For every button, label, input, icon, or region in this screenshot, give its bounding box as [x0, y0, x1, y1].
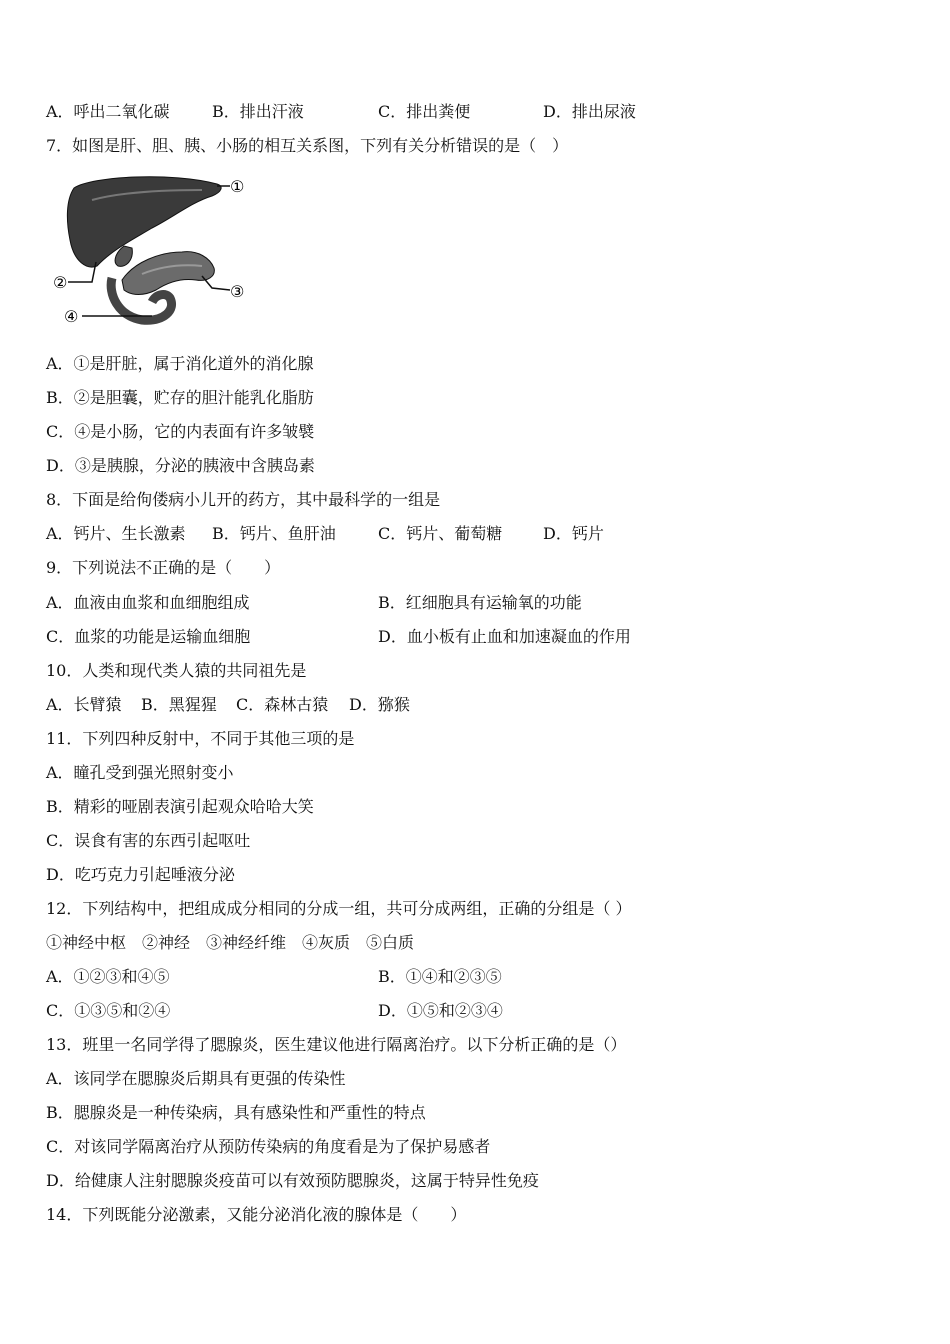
digestive-organs-figure — [52, 170, 252, 330]
q12-items: ①神经中枢 ②神经 ③神经纤维 ④灰质 ⑤白质 — [46, 933, 415, 952]
q13-option-b: B．腮腺炎是一种传染病，具有感染性和严重性的特点 — [46, 1103, 426, 1122]
q12-option-c: C．①③⑤和②④ — [46, 1001, 171, 1020]
q11-option-a: A．瞳孔受到强光照射变小 — [46, 763, 234, 782]
q11-option-d: D．吃巧克力引起唾液分泌 — [46, 865, 235, 884]
q13-option-c: C．对该同学隔离治疗从预防传染病的角度看是为了保护易感者 — [46, 1137, 491, 1156]
q7-stem: 7．如图是肝、胆、胰、小肠的相互关系图，下列有关分析错误的是（ ） — [46, 136, 569, 155]
q9-stem: 9．下列说法不正确的是（ ） — [46, 558, 281, 577]
q9-option-a: A．血液由血浆和血细胞组成 — [46, 593, 250, 612]
q11-option-b: B．精彩的哑剧表演引起观众哈哈大笑 — [46, 797, 314, 816]
q8-option-c: C．钙片、葡萄糖 — [378, 524, 503, 543]
q6-option-b: B．排出汗液 — [212, 102, 304, 121]
q8-option-b: B．钙片、鱼肝油 — [212, 524, 336, 543]
q10-option-b: B．黑猩猩 — [141, 695, 217, 714]
q8-stem: 8．下面是给佝偻病小儿开的药方，其中最科学的一组是 — [46, 490, 441, 509]
figure-label-4: ④ — [64, 307, 79, 326]
q7-option-a: A．①是肝脏，属于消化道外的消化腺 — [46, 354, 314, 373]
q10-option-d: D．猕猴 — [349, 695, 410, 714]
figure-label-3: ③ — [230, 282, 245, 301]
q13-option-d: D．给健康人注射腮腺炎疫苗可以有效预防腮腺炎，这属于特异性免疫 — [46, 1171, 539, 1190]
q13-option-a: A．该同学在腮腺炎后期具有更强的传染性 — [46, 1069, 346, 1088]
q11-stem: 11．下列四种反射中，不同于其他三项的是 — [46, 729, 355, 748]
q8-option-a: A．钙片、生长激素 — [46, 524, 186, 543]
q12-option-b: B．①④和②③⑤ — [378, 967, 502, 986]
q12-option-d: D．①⑤和②③④ — [378, 1001, 503, 1020]
q7-option-c: C．④是小肠，它的内表面有许多皱襞 — [46, 422, 315, 441]
q10-option-c: C．森林古猿 — [236, 695, 329, 714]
q9-option-d: D．血小板有止血和加速凝血的作用 — [378, 627, 631, 646]
q13-stem: 13．班里一名同学得了腮腺炎，医生建议他进行隔离治疗。以下分析正确的是（） — [46, 1035, 627, 1054]
q11-option-c: C．误食有害的东西引起呕吐 — [46, 831, 251, 850]
liver-pancreas-diagram — [52, 170, 252, 330]
q9-option-c: C．血浆的功能是运输血细胞 — [46, 627, 251, 646]
figure-label-1: ① — [230, 177, 245, 196]
q8-option-d: D．钙片 — [543, 524, 604, 543]
q9-option-b: B．红细胞具有运输氧的功能 — [378, 593, 582, 612]
q6-option-a: A．呼出二氧化碳 — [46, 102, 170, 121]
q12-option-a: A．①②③和④⑤ — [46, 967, 170, 986]
q10-stem: 10．人类和现代类人猿的共同祖先是 — [46, 661, 307, 680]
q14-stem: 14．下列既能分泌激素，又能分泌消化液的腺体是（ ） — [46, 1205, 467, 1224]
q12-stem: 12．下列结构中，把组成成分相同的分成一组，共可分成两组，正确的分组是（ ） — [46, 899, 632, 918]
q6-option-d: D．排出尿液 — [543, 102, 636, 121]
figure-label-2: ② — [53, 273, 68, 292]
q10-option-a: A．长臂猿 — [46, 695, 122, 714]
q7-option-d: D．③是胰腺，分泌的胰液中含胰岛素 — [46, 456, 315, 475]
q7-option-b: B．②是胆囊，贮存的胆汁能乳化脂肪 — [46, 388, 314, 407]
q6-option-c: C．排出粪便 — [378, 102, 471, 121]
